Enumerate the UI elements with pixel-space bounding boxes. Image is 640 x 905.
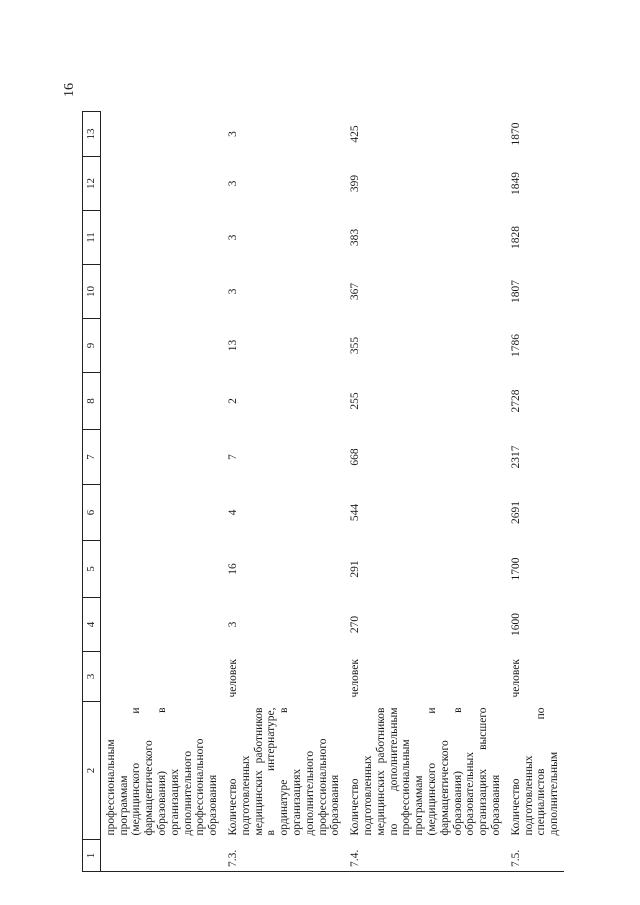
page-number: 16: [62, 83, 77, 97]
header-cell: 11: [83, 211, 101, 265]
unit-cell: человек: [226, 659, 239, 698]
value-cell: 3: [226, 234, 239, 241]
table-row: [506, 112, 564, 872]
header-cell: 12: [83, 157, 101, 211]
table-row: [345, 112, 506, 872]
value-cell: [100, 541, 223, 598]
header-cell: 6: [83, 485, 101, 541]
value-cell: 1600: [509, 613, 522, 636]
value-cell: 270: [349, 615, 362, 634]
header-cell: 8: [83, 373, 101, 430]
value-cell: [100, 265, 223, 319]
value-cell: 2: [226, 398, 239, 404]
value-cell: 16: [226, 563, 239, 575]
header-cell: 5: [83, 541, 101, 598]
rotated-landscape-sheet: [62, 62, 602, 872]
value-cell: 367: [349, 282, 362, 301]
value-cell: 1849: [509, 172, 522, 195]
value-cell: [100, 319, 223, 373]
value-cell: 2317: [509, 445, 522, 469]
value-cell: [100, 157, 223, 211]
value-cell: 425: [349, 125, 362, 143]
value-cell: [100, 211, 223, 265]
header-cell: 1: [83, 840, 101, 872]
value-cell: 399: [349, 174, 362, 193]
row-number: 7.4.: [345, 840, 506, 872]
value-cell: 4: [226, 509, 239, 516]
value-cell: 7: [226, 454, 239, 460]
value-cell: 1828: [509, 226, 522, 249]
unit-cell: [100, 652, 223, 702]
value-cell: [100, 598, 223, 652]
value-cell: 3: [226, 621, 239, 628]
value-cell: [100, 430, 223, 485]
indicator-name: Количество подготовленных медицинских работников в интернатуре, ординатуре в организациях дополнительного профессионального образования: [226, 707, 342, 836]
value-cell: [100, 373, 223, 430]
header-cell: 7: [83, 430, 101, 485]
value-cell: 3: [226, 180, 239, 187]
header-cell: 2: [83, 702, 101, 840]
indicator-name: Количество подготовленных медицинских работников по дополнительным профессиональным программам (медицинского и фармацевтического образования) в образовательных организациях высшего образования: [349, 707, 502, 836]
value-cell: 1700: [509, 557, 522, 581]
value-cell: 255: [349, 392, 362, 410]
header-cell: 10: [83, 265, 101, 319]
indicator-name: профессиональным программам (медицинского и фармацевтического образования) в организациях дополнительного профессионального образования: [104, 707, 220, 836]
table-header-row: [83, 112, 101, 872]
row-number: [100, 840, 223, 872]
value-cell: 1786: [509, 334, 522, 357]
value-cell: 3: [226, 288, 239, 295]
value-cell: 544: [349, 503, 362, 522]
value-cell: 2728: [509, 389, 522, 413]
table-row: [100, 112, 223, 872]
value-cell: 2691: [509, 501, 522, 524]
value-cell: 1870: [509, 122, 522, 146]
header-cell: 9: [83, 319, 101, 373]
value-cell: 668: [349, 448, 362, 466]
header-cell: 3: [83, 652, 101, 702]
value-cell: 355: [349, 336, 362, 355]
header-cell: 4: [83, 598, 101, 652]
value-cell: [100, 112, 223, 157]
row-number: 7.3.: [223, 840, 345, 872]
value-cell: 383: [349, 228, 362, 247]
header-cell: 13: [83, 112, 101, 157]
indicators-table: [82, 111, 564, 872]
indicator-name: Количество подготовленных специалистов по дополнительным: [509, 707, 561, 836]
value-cell: 291: [349, 560, 362, 578]
row-number: 7.5.: [506, 840, 564, 872]
value-cell: 13: [226, 339, 239, 352]
value-cell: 3: [226, 131, 239, 137]
value-cell: 1807: [509, 280, 522, 303]
table-row: [223, 112, 345, 872]
unit-cell: человек: [349, 659, 362, 698]
unit-cell: человек: [509, 659, 522, 698]
value-cell: [100, 485, 223, 541]
